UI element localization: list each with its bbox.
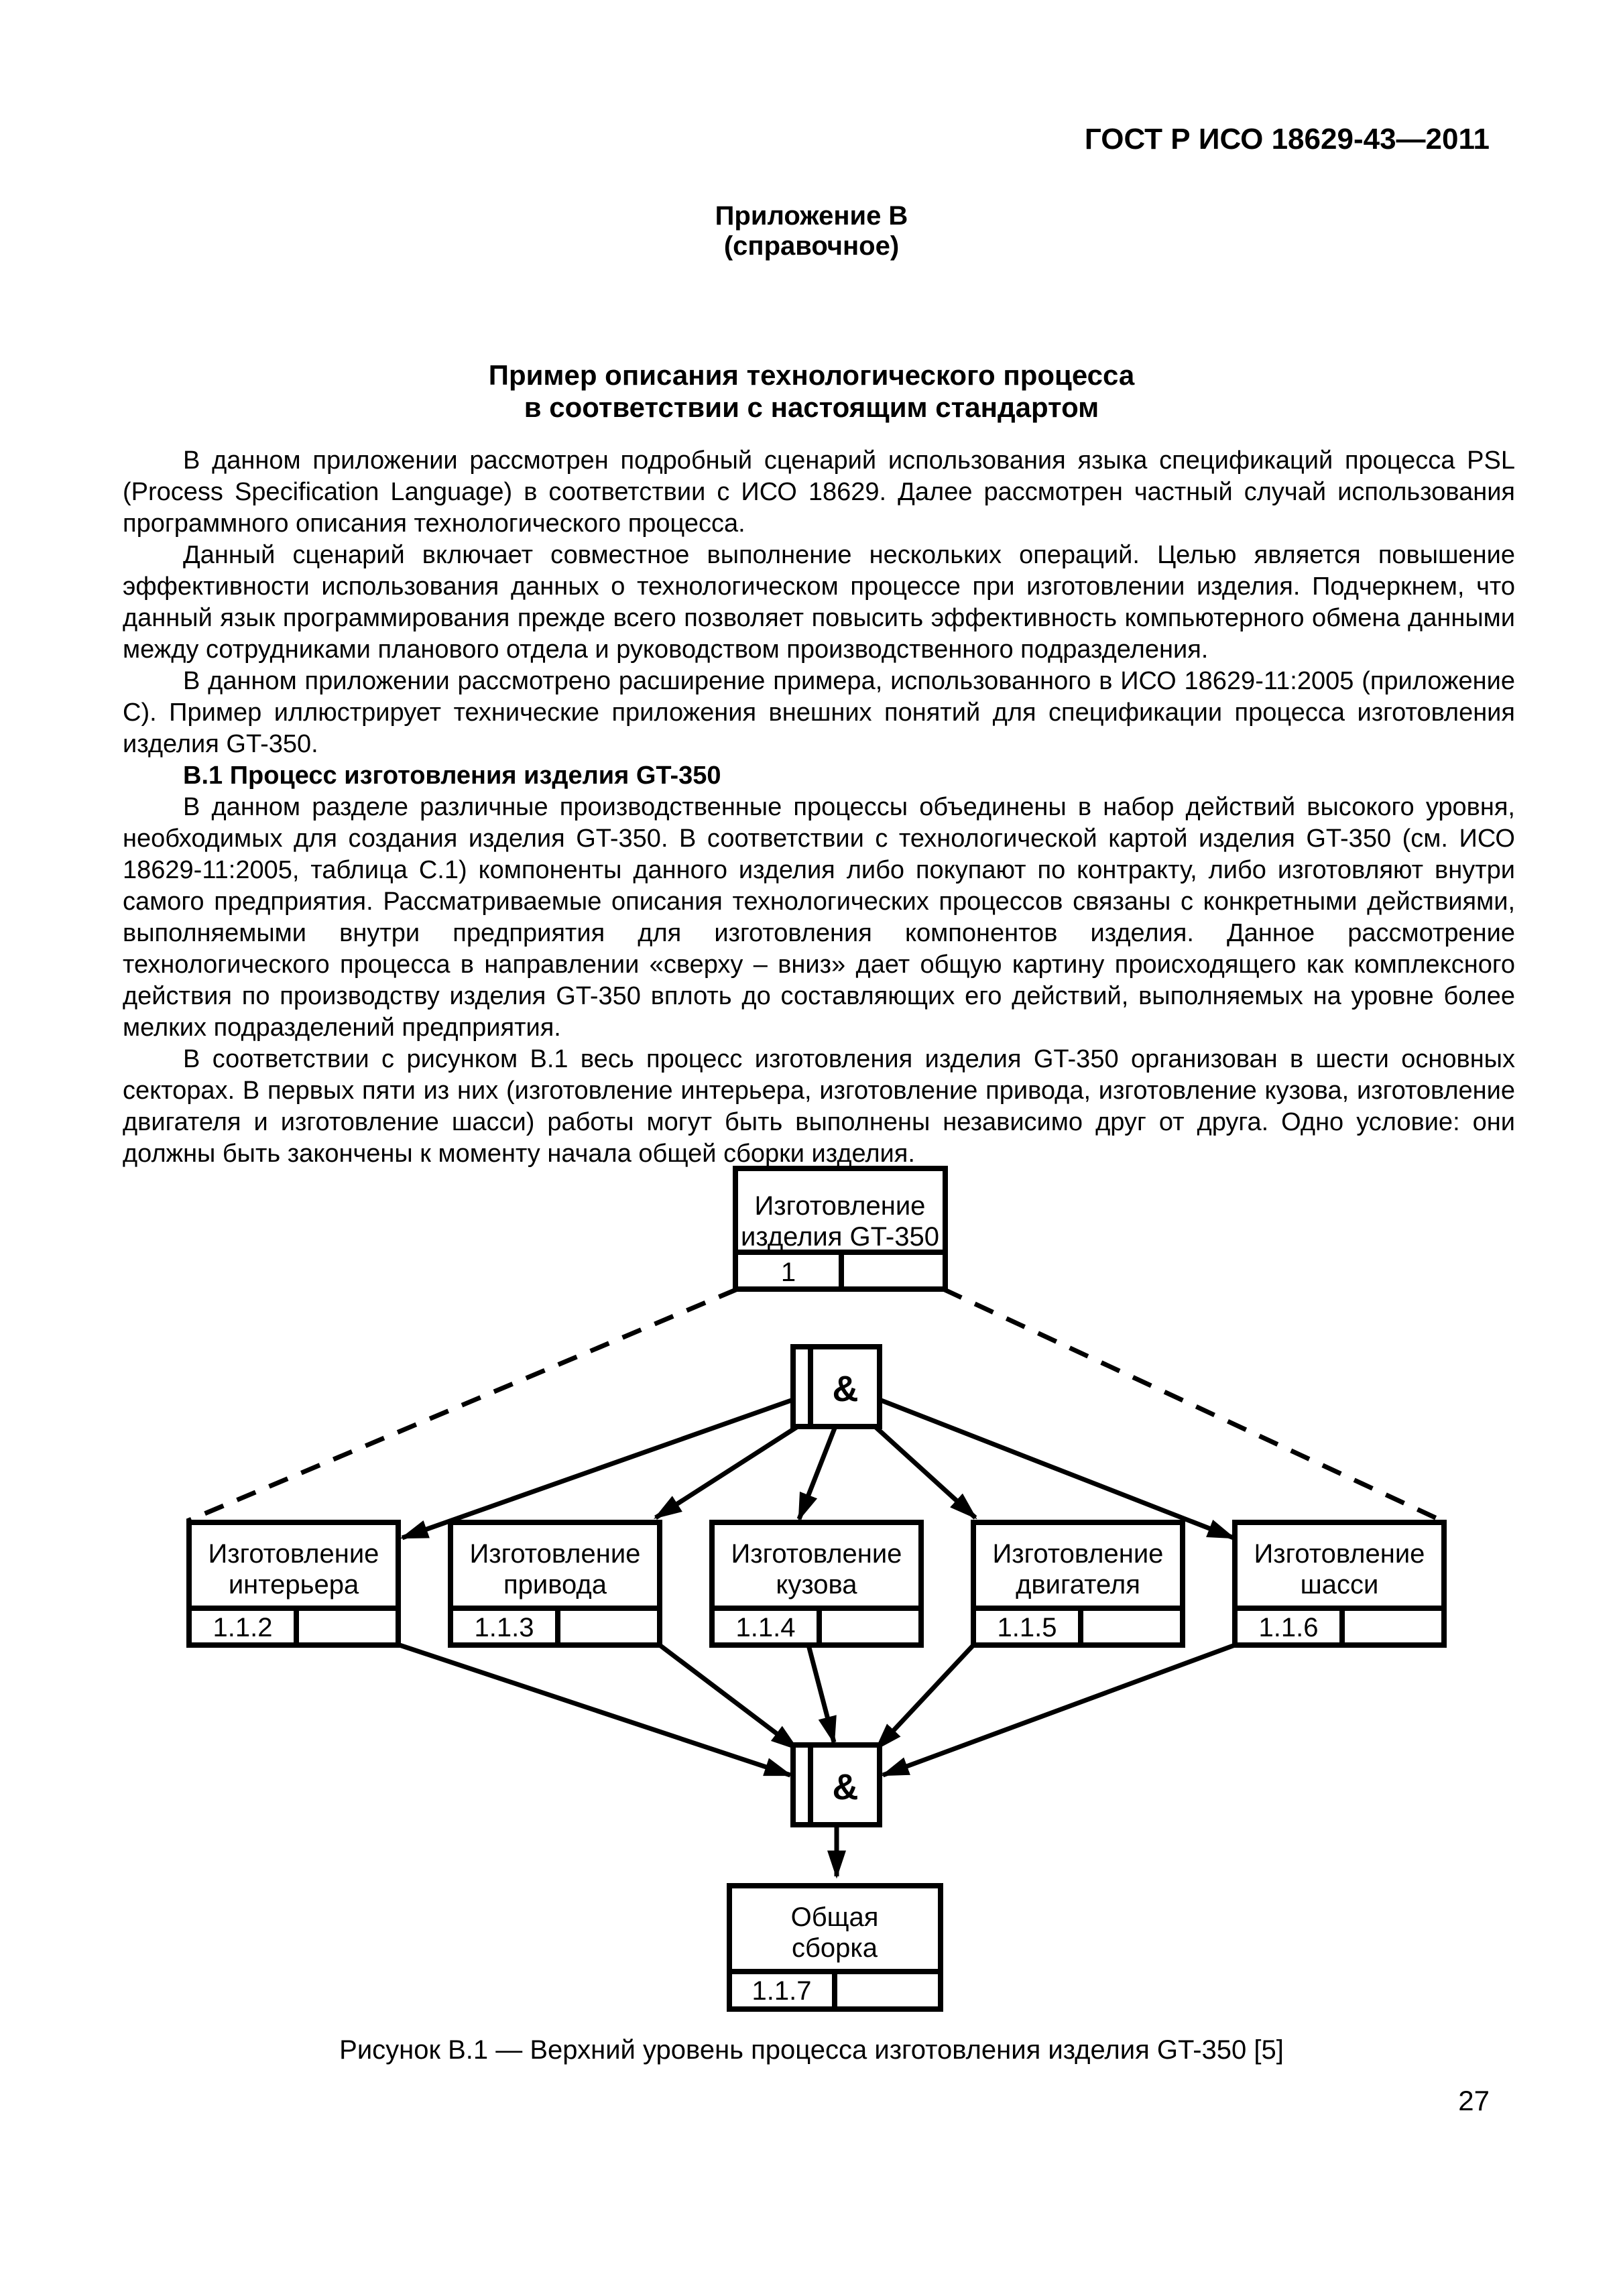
paragraph-1: В данном приложении рассмотрен подробный сценарий использования языка спецификаций процесса PSL (Process Specification Language) в соответствии с ИСО 18629. Далее рассмотрен частный случай использования программного описания технологического процесса. <box>123 446 1515 538</box>
paragraph-4: В данном разделе различные производственные процессы объединены в набор действий высокого уровня, необходимых для создания изделия GT-350. В соответствии с технологической картой изделия GT-350 (см. ИСО 18629-11:2005, таблица С.1) компоненты данного изделия либо покупают по контракту, либо изготовляют внутри самого предприятия. Рассматриваемые описания технологических процессов связаны с конкретными действиями, выполняемыми внутри предприятия для изготовления компонентов изделия. Данное рассмотрение технологического процесса в направлении «сверху – вниз» дает общую картину происходящего как комплексного действия по производству изделия GT-350 вплоть до составляющих его действий, выполняемых на уровне более мелких подразделений предприятия. <box>123 793 1515 1042</box>
arrow-to-chassis-box <box>880 1400 1234 1538</box>
top-activity-box <box>735 1168 945 1289</box>
section-heading-b1: В.1 Процесс изготовления изделия GT-350 <box>183 762 721 790</box>
interior-label-line1: Изготовление <box>208 1539 379 1569</box>
arrow-from-interior-box <box>400 1645 790 1775</box>
interior-number: 1.1.2 <box>213 1613 273 1642</box>
document-title-line1: Пример описания технологического процесса <box>488 359 1135 391</box>
final-label-line1: Общая <box>790 1902 879 1932</box>
chassis-label-line2: шасси <box>1300 1570 1379 1599</box>
top-box-label-line1: Изготовление <box>754 1191 926 1221</box>
activity-box-engine <box>973 1522 1183 1645</box>
final-label-line2: сборка <box>791 1933 878 1963</box>
drive-label-line1: Изготовление <box>469 1539 641 1569</box>
arrow-from-engine-box <box>876 1645 973 1749</box>
activity-box-drive <box>450 1522 660 1645</box>
arrow-to-engine-box <box>874 1425 975 1518</box>
standard-code-header: ГОСТ Р ИСО 18629-43—2011 <box>1084 123 1490 156</box>
engine-label-line1: Изготовление <box>992 1539 1164 1569</box>
activity-box-chassis <box>1235 1522 1444 1645</box>
and-gate-top <box>793 1347 880 1427</box>
activity-box-interior <box>189 1522 398 1645</box>
engine-number: 1.1.5 <box>997 1613 1057 1642</box>
figure-caption: Рисунок В.1 — Верхний уровень процесса изготовления изделия GT-350 [5] <box>339 2035 1284 2065</box>
paragraph-3: В данном приложении рассмотрено расширение примера, использованного в ИСО 18629-11:2005 (приложение С). Пример иллюстрирует технические приложения внешних понятий для спецификации процесса изготовления изделия GT-350. <box>123 667 1515 758</box>
dashed-decomposition-line-left <box>187 1289 737 1521</box>
engine-label-line2: двигателя <box>1016 1570 1140 1599</box>
arrow-from-drive-box <box>660 1645 797 1749</box>
body-text <box>123 445 1515 1170</box>
dashed-decomposition-line-right <box>943 1289 1443 1521</box>
drive-label-line2: привода <box>503 1570 607 1599</box>
chassis-number: 1.1.6 <box>1258 1613 1319 1642</box>
arrow-from-chassis-box <box>883 1645 1235 1775</box>
final-number: 1.1.7 <box>752 1976 812 2006</box>
and-gate-top-symbol: & <box>832 1369 859 1409</box>
arrow-from-body-box <box>808 1645 834 1742</box>
body-number: 1.1.4 <box>735 1613 796 1642</box>
document-title-line2: в соответствии с настоящим стандартом <box>524 391 1099 423</box>
document-title <box>0 359 1623 424</box>
appendix-note: (справочное) <box>723 231 900 261</box>
paragraph-2: Данный сценарий включает совместное выполнение нескольких операций. Целью является повышение эффективности использования данных о технологическом процессе при изготовлении изделия. Подчеркнем, что данный язык программирования прежде всего позволяет повысить эффективность компьютерного обмена данными между сотрудниками планового отдела и руководством производственного подразделения. <box>123 541 1515 664</box>
appendix-heading <box>0 201 1623 261</box>
top-box-label-line2: изделия GT-350 <box>741 1222 939 1252</box>
figure-b1-process-diagram <box>0 1140 1623 2031</box>
final-assembly-box <box>729 1886 941 2009</box>
arrow-to-body-box <box>799 1427 835 1519</box>
interior-label-line2: интерьера <box>228 1570 359 1599</box>
page-number: 27 <box>1458 2085 1490 2116</box>
body-label-line2: кузова <box>776 1570 857 1599</box>
paragraph-5: В соответствии с рисунком В.1 весь процесс изготовления изделия GT-350 организован в шести основных секторах. В первых пяти из них (изготовление интерьера, изготовление привода, изготовление кузова, изготовление двигателя и изготовление шасси) работы могут быть выполнены независимо друг от друга. Одно условие: они должны быть закончены к моменту начала общей сборки изделия. <box>123 1045 1515 1168</box>
and-gate-bottom <box>793 1745 880 1825</box>
chassis-label-line1: Изготовление <box>1254 1539 1425 1569</box>
appendix-label: Приложение В <box>715 201 908 231</box>
top-box-number: 1 <box>780 1258 796 1287</box>
activity-box-body <box>712 1522 921 1645</box>
body-label-line1: Изготовление <box>731 1539 902 1569</box>
and-gate-bottom-symbol: & <box>832 1767 859 1807</box>
drive-number: 1.1.3 <box>474 1613 534 1642</box>
